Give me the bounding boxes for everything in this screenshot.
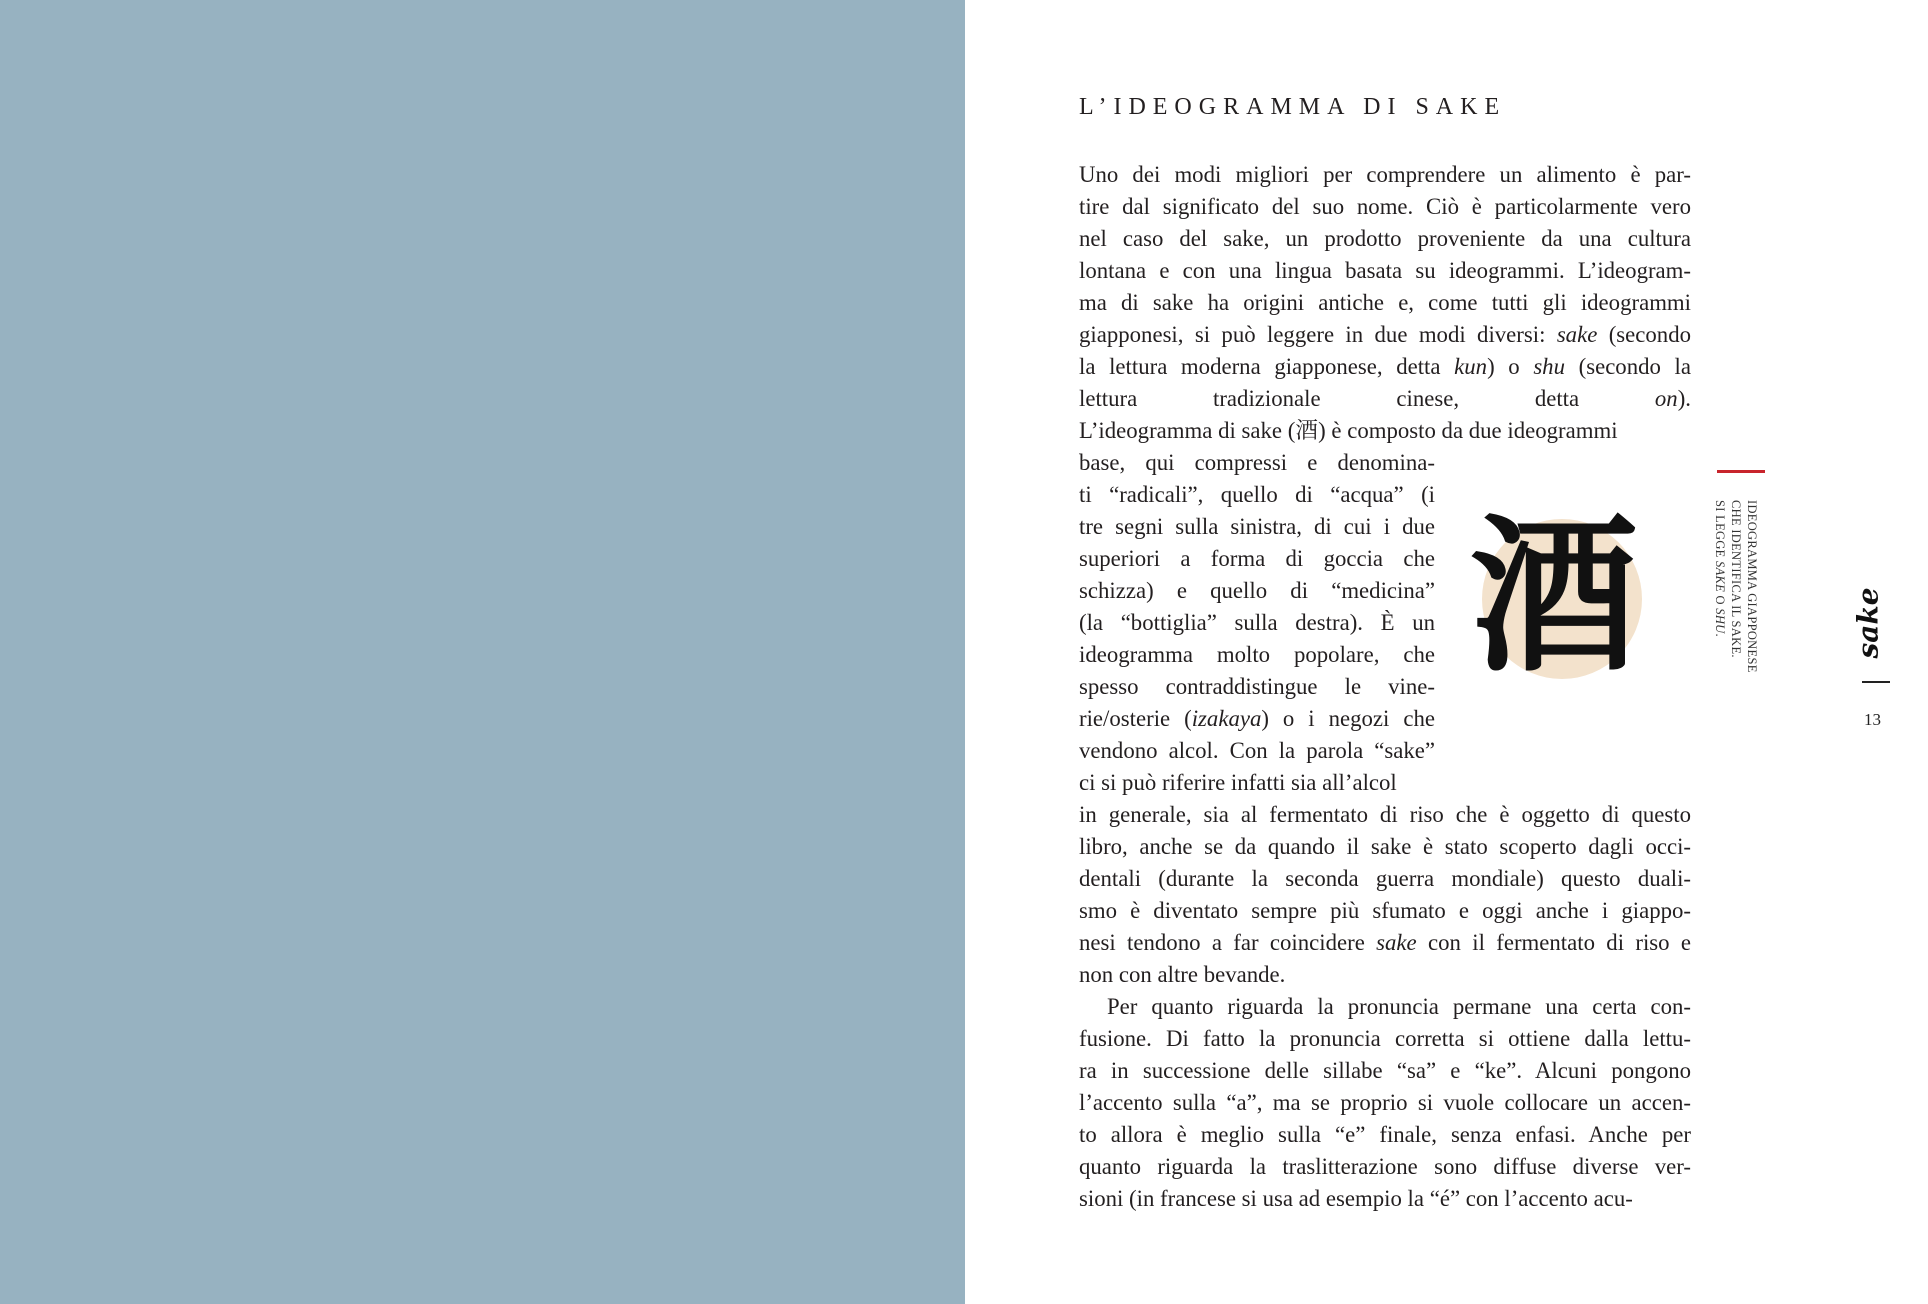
text-line: libro, anche se da quando il sake è stato scoperto dagli occi- — [1079, 834, 1691, 859]
text-line: schizza) e quello di “medicina” — [1079, 578, 1435, 603]
text-line: ci si può riferire infatti sia all’alcol — [1079, 770, 1397, 795]
text-line: la lettura moderna giapponese, detta kun) o shu (secondo la — [1079, 354, 1691, 379]
text-line: fusione. Di fatto la pronuncia corretta si ottiene dalla lettu- — [1079, 1026, 1691, 1051]
body-text-block-1 — [1079, 159, 1691, 447]
text-line: in generale, sia al fermentato di riso che è oggetto di questo — [1079, 802, 1691, 827]
chapter-tab-word: sake — [1851, 587, 1885, 659]
text-line: sioni (in francese si usa ad esempio la “é” con l’accento acu- — [1079, 1186, 1633, 1211]
text-line: giapponesi, si può leggere in due modi diversi: sake (secondo — [1079, 322, 1691, 347]
text-line: spesso contraddistingue le vine- — [1079, 674, 1435, 699]
text-line: ti “radicali”, quello di “acqua” (i — [1079, 482, 1435, 507]
body-text-block-3 — [1079, 799, 1691, 991]
text-line: Per quanto riguarda la pronuncia permane una certa con- — [1107, 994, 1691, 1019]
caption-text — [1712, 500, 1760, 673]
caption-line: SI LEGGE SAKE O SHU. — [1713, 500, 1727, 637]
text-line: ideogramma molto popolare, che — [1079, 642, 1435, 667]
body-text-block-2-wrapped — [1079, 447, 1435, 799]
text-line: L’ideogramma di sake (酒) è composto da due ideogrammi — [1079, 418, 1618, 443]
text-line: Uno dei modi migliori per comprendere un alimento è par- — [1079, 162, 1691, 187]
text-line: lettura tradizionale cinese, detta on). — [1079, 386, 1691, 411]
text-line: vendono alcol. Con la parola “sake” — [1079, 738, 1435, 763]
page-number: 13 — [1864, 710, 1881, 729]
chapter-tab-rule — [1862, 681, 1890, 683]
figure-caption — [1712, 500, 1772, 700]
text-line: superiori a forma di goccia che — [1079, 546, 1435, 571]
sake-ideogram-figure — [1470, 499, 1642, 695]
text-line: ma di sake ha origini antiche e, come tutti gli ideogrammi — [1079, 290, 1691, 315]
body-text-block-4 — [1079, 991, 1691, 1215]
sake-kanji: 酒 — [1470, 499, 1638, 695]
text-line: tire dal significato del suo nome. Ciò è particolarmente vero — [1079, 194, 1691, 219]
caption-line: IDEOGRAMMA GIAPPONESE — [1745, 500, 1759, 673]
text-line: nesi tendono a far coincidere sake con il fermentato di riso e — [1079, 930, 1691, 955]
text-line: dentali (durante la seconda guerra mondiale) questo duali- — [1079, 866, 1691, 891]
caption-red-rule — [1717, 470, 1765, 473]
text-line: to allora è meglio sulla “e” finale, senza enfasi. Anche per — [1079, 1122, 1691, 1147]
section-heading: L’IDEOGRAMMA DI SAKE — [1079, 94, 1507, 120]
text-line: rie/osterie (izakaya) o i negozi che — [1079, 706, 1435, 731]
text-line: nel caso del sake, un prodotto proveniente da una cultura — [1079, 226, 1691, 251]
text-line: base, qui compressi e denomina- — [1079, 450, 1435, 475]
text-line: smo è diventato sempre più sfumato e oggi anche i giappo- — [1079, 898, 1691, 923]
text-line: quanto riguarda la traslitterazione sono diffuse diverse ver- — [1079, 1154, 1691, 1179]
text-line: (la “bottiglia” sulla destra). È un — [1079, 610, 1435, 635]
text-line: lontana e con una lingua basata su ideogrammi. L’ideogram- — [1079, 258, 1691, 283]
text-line: l’accento sulla “a”, ma se proprio si vuole collocare un accen- — [1079, 1090, 1691, 1115]
text-line: non con altre bevande. — [1079, 962, 1286, 987]
text-line: ra in successione delle sillabe “sa” e “ke”. Alcuni pongono — [1079, 1058, 1691, 1083]
text-line: tre segni sulla sinistra, di cui i due — [1079, 514, 1435, 539]
chapter-tab — [1848, 587, 1888, 659]
caption-line: CHE IDENTIFICA IL SAKE. — [1729, 500, 1743, 658]
